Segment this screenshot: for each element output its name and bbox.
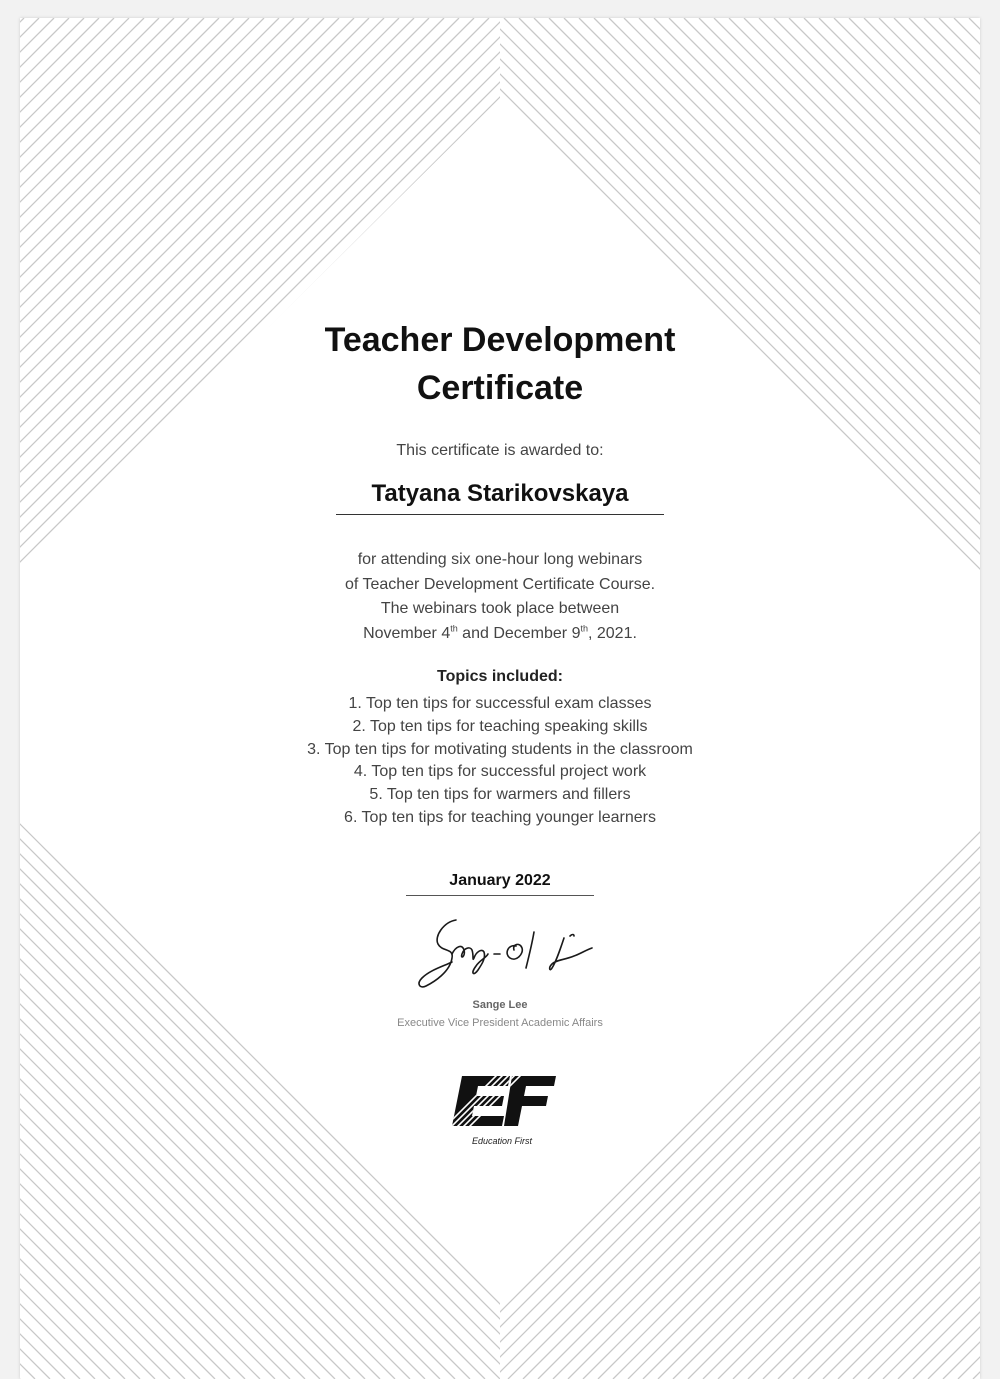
dates-suffix: , 2021.: [587, 624, 637, 642]
dates-sup-2: th: [580, 623, 588, 634]
dates-prefix: November 4: [363, 624, 451, 642]
recipient-name: Tatyana Starikovskaya: [336, 480, 664, 515]
topics-list: [20, 693, 980, 830]
logo-subtitle: Education First: [472, 1136, 533, 1146]
dates-sup-1: th: [450, 623, 458, 634]
signer-name: Sange Lee: [472, 999, 528, 1011]
certificate-sheet: [20, 18, 980, 1379]
certificate-title: [20, 316, 980, 412]
topic-item: 1. Top ten tips for successful exam classes: [348, 695, 652, 712]
description-line-3: The webinars took place between: [380, 600, 620, 617]
issue-date: January 2022: [406, 872, 594, 896]
topic-item: 5. Top ten tips for warmers and fillers: [369, 786, 631, 804]
signer-title: Executive Vice President Academic Affairs: [397, 1017, 603, 1029]
ef-logo-icon: [448, 1074, 558, 1150]
description-line-1: for attending six one-hour long webinars: [357, 551, 643, 568]
topic-item: 2. Top ten tips for teaching speaking skills: [352, 717, 648, 735]
dates-middle: and December 9: [457, 624, 581, 642]
signature-image: [404, 914, 604, 994]
topic-item: 6. Top ten tips for teaching younger learners: [344, 808, 656, 826]
title-line-2: Certificate: [416, 369, 584, 407]
topics-heading: Topics included:: [437, 668, 563, 685]
webinar-dates: [20, 622, 980, 647]
course-description: [20, 548, 980, 646]
awarded-label: This certificate is awarded to:: [396, 442, 604, 459]
title-line-1: Teacher Development: [324, 321, 676, 359]
topic-item: 3. Top ten tips for motivating students in the classroom: [307, 740, 693, 758]
description-line-2: of Teacher Development Certificate Course.: [344, 575, 656, 593]
topic-item: 4. Top ten tips for successful project work: [353, 763, 647, 781]
